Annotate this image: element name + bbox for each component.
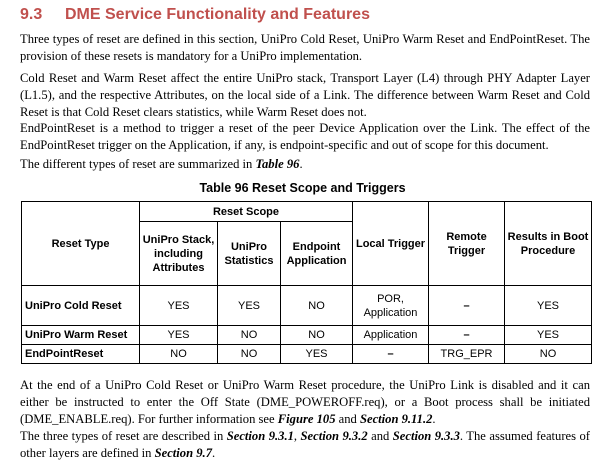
reset-scope-table — [21, 201, 592, 364]
cell-stack: YES — [140, 326, 218, 345]
table-caption: Table 96 Reset Scope and Triggers — [199, 181, 406, 195]
table-link[interactable]: Table 96 — [255, 157, 300, 171]
table-row — [22, 326, 592, 345]
cell-statistics: YES — [218, 286, 281, 326]
header-local-trigger: Local Trigger — [353, 202, 429, 286]
paragraph-text: The three types of reset are described in — [20, 429, 227, 443]
section-link[interactable]: Section 9.7 — [154, 446, 212, 460]
paragraph-text: . — [299, 157, 303, 171]
table-row — [22, 286, 592, 326]
cell-endpoint: NO — [281, 286, 353, 326]
section-link[interactable]: Section 9.3.2 — [300, 429, 368, 443]
paragraph-reset-types: Three types of reset are defined in this section, UniPro Cold Reset, UniPro Warm Reset and EndPointReset. The provision of these resets is mandatory for a UniPro implementation. — [20, 32, 590, 63]
paragraph-reset-sections — [20, 428, 590, 462]
cell-local-trigger: Application — [353, 326, 429, 345]
header-reset-type: Reset Type — [22, 202, 140, 286]
cell-reset-type: UniPro Warm Reset — [22, 326, 140, 345]
cell-local-trigger: POR, Application — [353, 286, 429, 326]
table-row — [22, 345, 592, 364]
header-unipro-statistics: UniPro Statistics — [218, 222, 281, 286]
cell-endpoint: YES — [281, 345, 353, 364]
section-link[interactable]: Section 9.3.3 — [392, 429, 460, 443]
paragraph-reset-procedure — [20, 377, 590, 428]
cell-stack: YES — [140, 286, 218, 326]
cell-statistics: NO — [218, 326, 281, 345]
cell-boot: NO — [505, 345, 592, 364]
cell-boot: YES — [505, 286, 592, 326]
paragraph-text: , — [293, 429, 301, 443]
paragraph-table-reference — [20, 156, 590, 173]
cell-boot: YES — [505, 326, 592, 345]
section-link[interactable]: Section 9.3.1 — [226, 429, 294, 443]
paragraph-endpoint-reset: EndPointReset is a method to trigger a reset of the peer Device Application over the Link. The effect of the EndPointReset trigger on the Application, if any, is endpoint-specific and out of scope for this document. — [20, 121, 590, 152]
section-title: DME Service Functionality and Features — [65, 6, 370, 23]
section-heading — [20, 6, 370, 24]
cell-local-trigger: – — [353, 345, 429, 364]
header-boot-procedure: Results in Boot Procedure — [505, 202, 592, 286]
cell-reset-type: UniPro Cold Reset — [22, 286, 140, 326]
cell-stack: NO — [140, 345, 218, 364]
paragraph-text: and — [335, 412, 360, 426]
cell-endpoint: NO — [281, 326, 353, 345]
header-reset-scope: Reset Scope — [140, 202, 353, 222]
header-endpoint-application: Endpoint Application — [281, 222, 353, 286]
paragraph-cold-warm-reset: Cold Reset and Warm Reset affect the entire UniPro stack, Transport Layer (L4) through PHY Adapter Layer (L1.5), and the respective Attributes, on the local side of a Link. The difference between Warm Reset and Cold Reset is that Cold Reset clears statistics, while Warm Reset does not. — [20, 71, 590, 119]
section-number: 9.3 — [20, 6, 43, 23]
paragraph-text: . — [212, 446, 216, 460]
cell-remote-trigger: – — [429, 326, 505, 345]
section-link[interactable]: Section 9.11.2 — [359, 412, 433, 426]
header-remote-trigger: Remote Trigger — [429, 202, 505, 286]
figure-link[interactable]: Figure 105 — [277, 412, 336, 426]
header-unipro-stack: UniPro Stack, including Attributes — [140, 222, 218, 286]
cell-reset-type: EndPointReset — [22, 345, 140, 364]
cell-remote-trigger: TRG_EPR — [429, 345, 505, 364]
paragraph-text: At the end of a UniPro Cold Reset or UniPro Warm Reset procedure, the UniPro Link is disabled and it can either be instructed to enter the Off State (DME_POWEROFF.req), or a Boot process shall be initiated (DME_ENABLE.req). For further information see — [20, 378, 590, 426]
paragraph-text: and — [367, 429, 393, 443]
cell-statistics: NO — [218, 345, 281, 364]
paragraph-text: The different types of reset are summarized in — [20, 157, 256, 171]
paragraph-text: . — [432, 412, 436, 426]
cell-remote-trigger: – — [429, 286, 505, 326]
paragraph-text: . The assumed features of other layers are defined in — [20, 429, 590, 460]
